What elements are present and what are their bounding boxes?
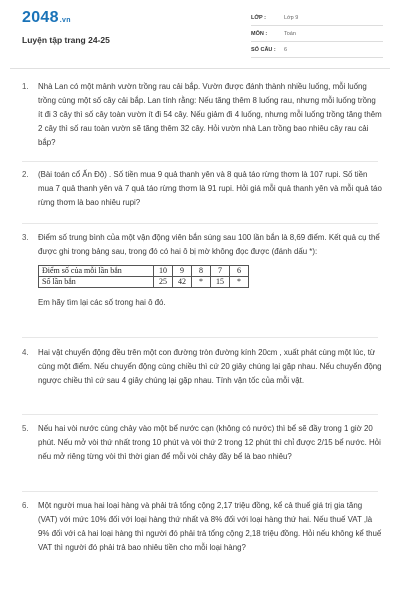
question-divider [22, 223, 378, 224]
question-divider [22, 161, 378, 162]
meta-key: MÔN : [251, 30, 268, 37]
question-number: 5. [22, 424, 29, 433]
page-subtitle: Luyện tập trang 24-25 [22, 35, 110, 45]
question-number: 1. [22, 82, 29, 91]
meta-row-class [251, 10, 383, 26]
question-1 [22, 80, 382, 150]
meta-row-question-count [251, 42, 383, 58]
meta-value: Toán [284, 30, 296, 37]
table-cell: 6 [230, 266, 249, 277]
question-5 [22, 422, 382, 464]
table-cell: 25 [154, 277, 173, 288]
score-table [38, 265, 249, 288]
meta-info-table [251, 10, 383, 58]
question-text: (Bài toán cổ Ấn Độ) . Số tiền mua 9 quả thanh yên và 8 quả táo rừng thơm là 107 rupi. Số tiền mua 7 quả thanh yên và 7 quả táo rừng thơm là 91 rupi. Hỏi giá mỗi quả thanh yên và mỗi quả táo rừng thơm là bao nhiêu rupi? [38, 170, 382, 207]
question-text: Một người mua hai loại hàng và phải trả tổng cộng 2,17 triệu đồng, kể cả thuế giá trị gia tăng (VAT) với mức 10% đối với loại hàng thứ nhất và 8% đối với loại hàng thứ hai. Nếu thuế VAT ,là 9% đối với cả hai loại hàng thì người đó phải trả tổng cộng 2,18 triệu đồng. Hỏi nếu không kể thuế VAT thì người đó phải trả bao nhiêu tiền cho mỗi loại hàng? [38, 501, 382, 552]
meta-value: 6 [284, 46, 288, 53]
logo-suffix: .vn [59, 17, 71, 24]
question-followup: Em hãy tìm lại các số trong hai ô đó. [38, 298, 166, 307]
question-number: 4. [22, 348, 29, 357]
table-row [39, 266, 249, 277]
table-cell: * [230, 277, 249, 288]
question-text: Nhà Lan có một mảnh vườn trồng rau cải bắp. Vườn được đánh thành nhiều luống, mỗi luống trồng cùng một số cây cải bắp. Lan tính rằng: Nếu tăng thêm 8 luống rau, nhưng mỗi luống trồng ít đi 3 cây thì số cây toàn vườn ít đi 54 cây. Nếu giảm đi 4 luống, nhưng mỗi luống trồng tăng thêm 2 cây thì số rau toàn vườn sẽ tăng thêm 32 cây. Hỏi vườn nhà Lan trồng bao nhiêu cây rau cải bắp? [38, 82, 382, 147]
question-number: 3. [22, 233, 29, 242]
logo[interactable] [22, 9, 71, 27]
table-cell: 42 [173, 277, 192, 288]
header-divider [10, 68, 390, 69]
meta-row-subject [251, 26, 383, 42]
question-3 [22, 231, 382, 310]
meta-key: LỚP : [251, 14, 266, 21]
question-divider [22, 491, 378, 492]
table-cell: 10 [154, 266, 173, 277]
meta-value: Lớp 9 [284, 14, 299, 21]
question-4 [22, 346, 382, 388]
meta-key: SỐ CÂU : [251, 46, 276, 53]
question-divider [22, 414, 378, 415]
page-header [0, 0, 400, 64]
table-cell: 15 [211, 277, 230, 288]
logo-text: 2048 [22, 9, 59, 26]
table-header-cell: Số lần bắn [39, 277, 154, 288]
question-text: Hai vật chuyển động đều trên một con đường tròn đường kính 20cm , xuất phát cùng một lúc, từ cùng một điểm. Nếu chuyển động cùng chiều thì cứ 20 giây chúng lại gặp nhau. Nếu chuyển động ngược chiều thì cứ sau 4 giây chúng lại gặp nhau. Tính vận tốc của mỗi vật. [38, 348, 382, 385]
table-header-cell: Điểm số của mỗi lần bắn [39, 266, 154, 277]
question-number: 6. [22, 501, 29, 510]
table-cell: 7 [211, 266, 230, 277]
table-row [39, 277, 249, 288]
question-divider [22, 337, 378, 338]
table-cell: 9 [173, 266, 192, 277]
question-text: Điểm số trung bình của một vận động viên bắn súng sau 100 lần bắn là 8,69 điểm. Kết quả cụ thể được ghi trong bảng sau, trong đó có hai ô bị mờ không đọc được (đánh dấu *): [38, 233, 380, 256]
question-text: Nếu hai vòi nước cùng chảy vào một bể nước cạn (không có nước) thì bể sẽ đầy trong 1 giờ 20 phút. Nếu mở vòi thứ nhất trong 10 phút và vòi thứ 2 trong 12 phút thì chỉ được 2/15 bể nước. Hỏi nếu mở riêng từng vòi thì thời gian để mỗi vòi chảy đầy bể là bao nhiêu? [38, 424, 381, 461]
table-cell: 8 [192, 266, 211, 277]
question-6 [22, 499, 382, 555]
question-number: 2. [22, 170, 29, 179]
question-2 [22, 168, 382, 210]
table-cell: * [192, 277, 211, 288]
